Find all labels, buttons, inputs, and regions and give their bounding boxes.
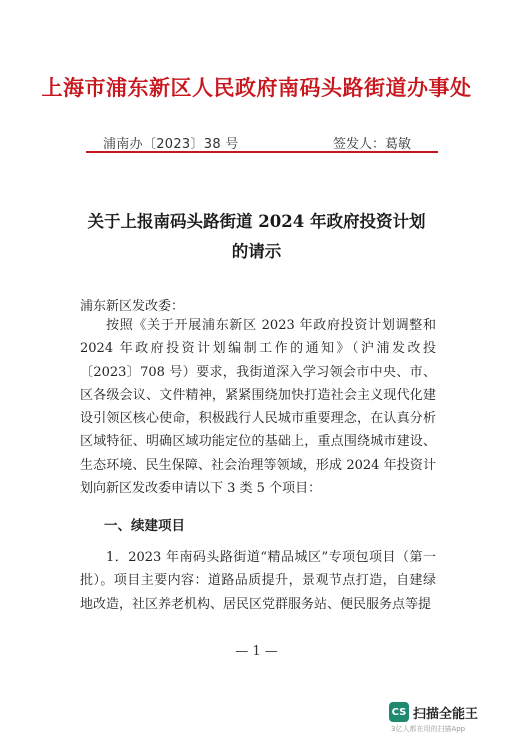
office-title: 上海市浦东新区人民政府南码头路街道办事处 (41, 75, 472, 100)
red-divider-line (86, 151, 438, 153)
signer: 签发人：葛敏 (333, 137, 412, 152)
document-title-line1: 关于上报南码头路街道 2024 年政府投资计划 (87, 212, 426, 231)
project-item: 1．2023 年南码头路街道“精品城区”专项包项目（第一批）。项目主要内容：道路品质提升，景观节点打造，自建绿地改造，社区养老机构、居民区党群服务站、便民服务点等提 (80, 550, 436, 612)
body-paragraph: 按照《关于开展浦东新区 2023 年政府投资计划调整和 2024 年政府投资计划编制工作的通知》（沪浦发改投〔2023〕708 号）要求，我街道深入学习领会市中央、市、区各级会议、文件精神，紧紧围绕加快打造社会主义现代化建设引领区核心使命，积极践行人民城市重要理念，在认真分析区域特征、明确区域功能定位的基础上，重点围绕城市建设、生态环境、民生保障、社会治理等领域，形成 2024 年投资计划向新区发改委申请以下 3 类 5 个项目： (80, 318, 436, 497)
camscanner-logo-icon: CS (389, 702, 409, 722)
document-title-line2: 的请示 (231, 242, 282, 261)
document-number: 浦南办〔2023〕38 号 (103, 137, 239, 152)
section-heading: 一、续建项目 (104, 518, 185, 534)
camscanner-app-name: 扫描全能王 (413, 707, 479, 722)
camscanner-slogan: 3亿人都在用的扫描App (391, 725, 466, 733)
page-number: — 1 — (235, 644, 278, 659)
addressee: 浦东新区发改委： (80, 299, 185, 314)
